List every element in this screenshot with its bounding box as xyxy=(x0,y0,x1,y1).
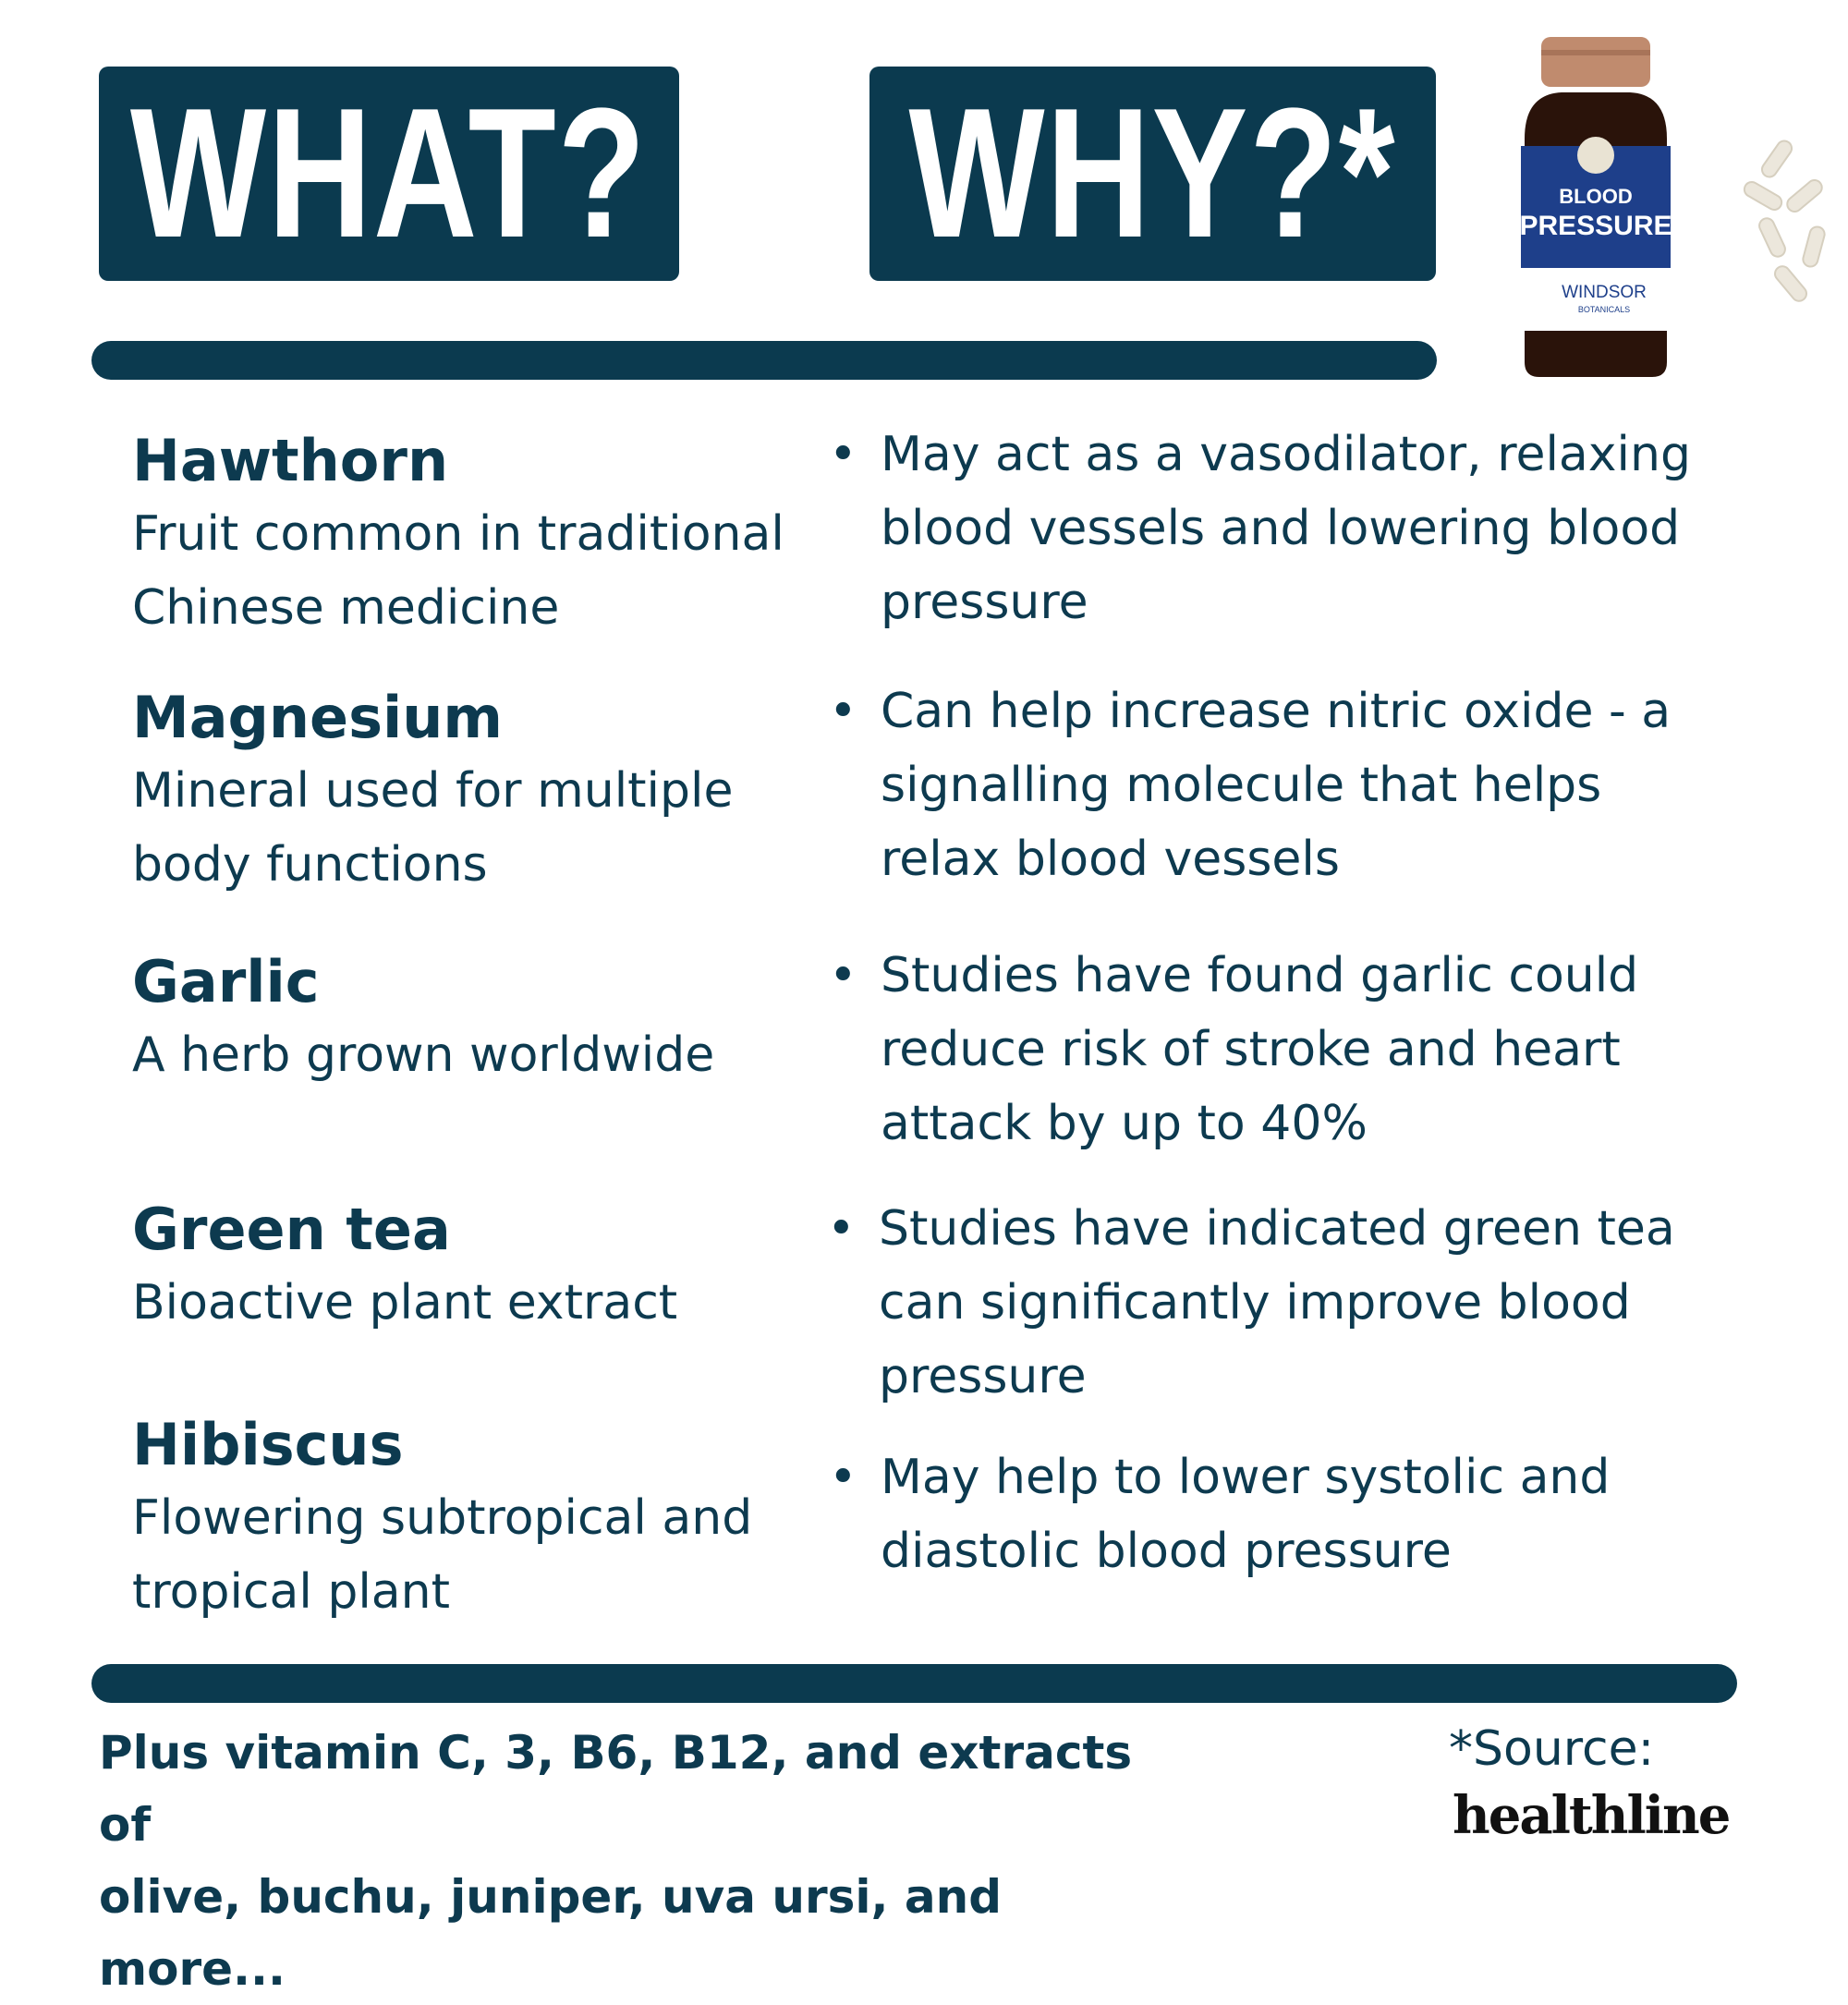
benefit-garlic xyxy=(829,939,1753,1160)
bottle-emblem xyxy=(1577,137,1614,174)
benefit-line: blood vessels and lowering blood xyxy=(881,501,1681,556)
source-label: *Source: xyxy=(1449,1721,1655,1777)
benefit-line: can significantly improve blood xyxy=(879,1275,1631,1331)
description-line: Mineral used for multiple xyxy=(132,763,734,820)
benefit-line: Studies have found garlic could xyxy=(881,948,1639,1003)
ingredient-green-tea xyxy=(132,1196,834,1340)
capsule xyxy=(1742,179,1784,213)
ingredient-magnesium xyxy=(132,684,834,902)
capsule xyxy=(1757,216,1787,260)
footer-line: Plus vitamin C, 3, B6, B12, and extracts of xyxy=(99,1726,1133,1852)
ingredient-name: Hibiscus xyxy=(132,1411,404,1478)
ingredient-description xyxy=(132,1018,834,1092)
ingredient-description xyxy=(132,497,834,645)
why-header xyxy=(869,67,1436,281)
description-line: Chinese medicine xyxy=(132,580,560,637)
capsule xyxy=(1759,138,1794,179)
benefit-green-tea xyxy=(827,1192,1751,1414)
bullet: • xyxy=(827,1201,856,1257)
bullet: • xyxy=(829,427,857,482)
benefit-text xyxy=(881,939,1638,1160)
top-divider xyxy=(91,341,1437,380)
ingredient-hawthorn xyxy=(132,427,834,645)
benefit-magnesium xyxy=(829,674,1753,896)
benefit-text xyxy=(881,1440,1610,1588)
ingredient-name: Green tea xyxy=(132,1196,451,1263)
benefit-text xyxy=(881,418,1691,639)
benefit-text xyxy=(879,1192,1675,1414)
bottle-label-line2: PRESSURE xyxy=(1519,211,1672,241)
bottle-cap-ridge xyxy=(1541,50,1650,55)
benefit-line: May act as a vasodilator, relaxing xyxy=(881,427,1691,482)
healthline-logo: healthline xyxy=(1453,1785,1730,1846)
benefit-line: pressure xyxy=(881,575,1088,630)
benefit-line: relax blood vessels xyxy=(881,832,1340,887)
description-line: tropical plant xyxy=(132,1564,450,1621)
benefit-hawthorn xyxy=(829,418,1753,639)
what-header xyxy=(99,67,679,281)
ingredient-name: Magnesium xyxy=(132,684,504,751)
benefit-line: Can help increase nitric oxide - a xyxy=(881,684,1672,739)
bottle-cap xyxy=(1541,37,1650,87)
description-line: Fruit common in traditional xyxy=(132,506,784,563)
benefit-line: May help to lower systolic and xyxy=(881,1450,1611,1505)
benefit-text xyxy=(881,674,1671,896)
bullet: • xyxy=(829,948,857,1003)
bottle-brand: WINDSOR xyxy=(1562,283,1647,302)
what-header-text: WHAT? xyxy=(130,70,648,276)
ingredient-hibiscus xyxy=(132,1411,834,1629)
ingredient-description xyxy=(132,754,834,902)
benefit-hibiscus xyxy=(829,1440,1753,1588)
benefit-line: reduce risk of stroke and heart xyxy=(881,1022,1621,1077)
bullet: • xyxy=(829,1450,857,1505)
description-line: body functions xyxy=(132,837,488,893)
benefit-line: pressure xyxy=(879,1349,1087,1404)
why-header-text: WHY?* xyxy=(908,70,1397,276)
benefit-line: signalling molecule that helps xyxy=(881,758,1602,813)
bottle-brand-sub: BOTANICALS xyxy=(1577,305,1631,314)
ingredient-garlic xyxy=(132,948,834,1092)
description-line: Flowering subtropical and xyxy=(132,1490,753,1547)
description-line: A herb grown worldwide xyxy=(132,1027,715,1084)
capsule xyxy=(1772,263,1810,304)
benefit-line: Studies have indicated green tea xyxy=(879,1201,1675,1257)
supplement-bottle-image xyxy=(1488,37,1839,388)
capsule xyxy=(1784,177,1825,215)
ingredient-name: Hawthorn xyxy=(132,427,449,494)
description-line: Bioactive plant extract xyxy=(132,1275,678,1331)
footer-note xyxy=(99,1717,1189,2005)
ingredient-description xyxy=(132,1481,834,1629)
ingredient-description xyxy=(132,1266,834,1340)
benefit-line: attack by up to 40% xyxy=(881,1096,1368,1151)
bullet: • xyxy=(829,684,857,739)
footer-line: olive, buchu, juniper, uva ursi, and more... xyxy=(99,1870,1003,1996)
capsule xyxy=(1802,225,1827,269)
capsules xyxy=(1742,138,1826,304)
bottom-divider xyxy=(91,1664,1737,1703)
ingredient-name: Garlic xyxy=(132,948,320,1015)
benefit-line: diastolic blood pressure xyxy=(881,1524,1452,1579)
bottle-label-line1: BLOOD xyxy=(1559,185,1633,208)
